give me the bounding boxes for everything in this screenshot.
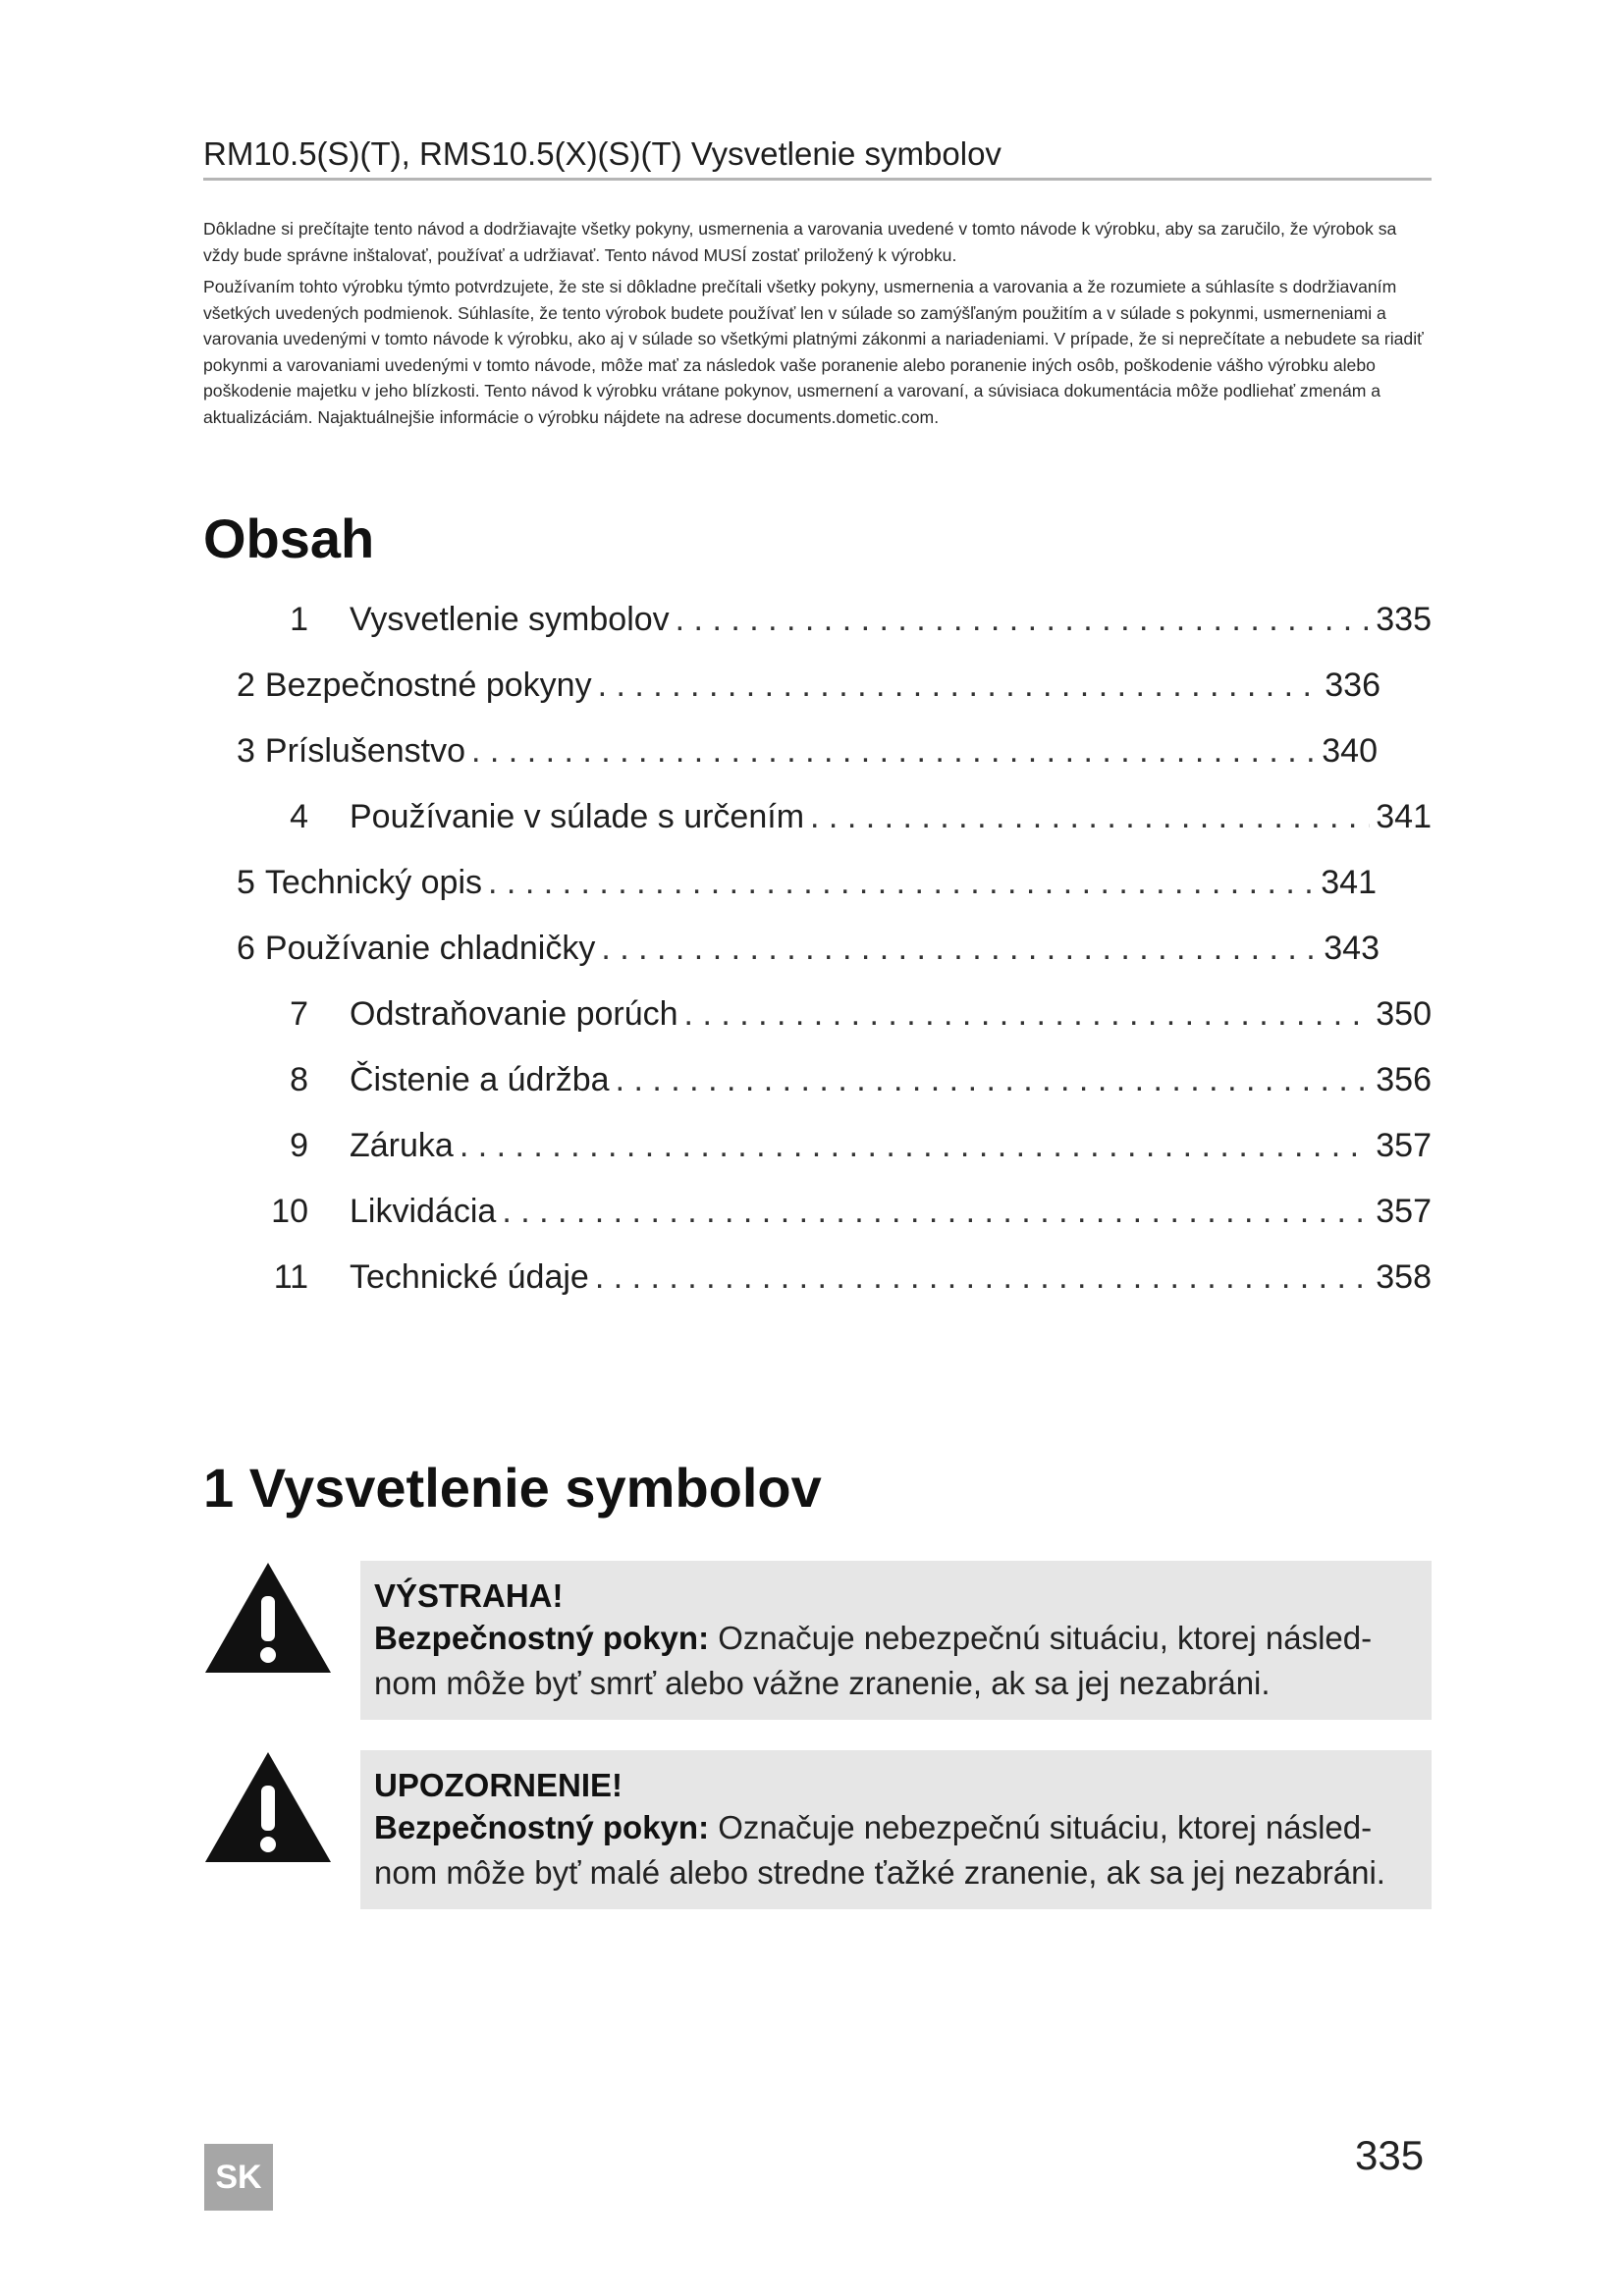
toc-entry-number: 5 [237,864,255,901]
warning-triangle-icon [203,1561,333,1675]
toc-dot-leader [502,1193,1370,1231]
toc-entry-title: Technický opis [264,864,483,901]
toc-entry[interactable] [237,732,1378,775]
toc-entry-title: Vysvetlenie symbolov [350,601,670,638]
intro-paragraph-2: Používaním tohto výrobku týmto potvrdzujete, že ste si dôkladne prečítali všetky pokyny, usmernenia a varovania a že rozumiete a súhlasíte s dodržiavaním všetkých uvedených podmienok. Súhlasíte, že tento výrobok budete používať len v súlade so zamýšľaným použitím a v súlade s pokynmi, usmerneniami a varovania uvedenými v tomto návode k výrobku, ako aj v súlade so všetkými platnými zákonmi a nariadeniami. V prípade, že si neprečítate a nebudete sa riadiť pokynmi a varovaniami uvedenými v tomto návode, môže mať za následok vaše poranenie alebo poranenie iných osôb, poškodenie vášho výrobku alebo poškodenie majetku v jeho blízkosti. Tento návod k výrobku vrátane pokynov, usmernení a varovaní, a súvisiaca dokumentácia môže podliehať zmenám a aktualizáciám. Najaktuálnejšie informácie o výrobku nájdete na adrese documents.dometic.com. [203,277,1424,427]
toc-entry[interactable] [237,930,1380,973]
warning-text [374,1616,1418,1706]
toc-entry-page: 343 [1324,930,1380,967]
toc-entry-title: Technické údaje [350,1258,589,1296]
toc-entry-number: 9 [290,1127,308,1164]
toc-entry-page: 341 [1376,798,1432,835]
toc-entry-number: 8 [290,1061,308,1098]
toc-entry-number: 7 [290,995,308,1033]
warning-box [360,1561,1432,1720]
toc-dot-leader [595,1258,1370,1297]
caution-label: Bezpečnostný pokyn: [374,1809,710,1845]
toc-entry-number: 6 [237,930,255,967]
toc-dot-leader [601,930,1318,968]
toc-entry-page: 358 [1376,1258,1432,1296]
toc-entry[interactable] [290,601,1432,644]
toc-dot-leader [810,798,1370,836]
toc-entry[interactable] [290,798,1432,841]
toc-heading: Obsah [203,507,375,569]
toc-dot-leader [598,667,1320,705]
toc-entry-number: 2 [237,667,255,704]
intro-paragraph-1: Dôkladne si prečítajte tento návod a dodržiavajte všetky pokyny, usmernenia a varovania uvedené v tomto návode k výrobku, aby sa zaručilo, že výrobok sa vždy bude správne inštalovať, používať a udržiavať. Tento návod MUSÍ zostať priložený k výrobku. [203,219,1397,265]
toc-entry-number: 10 [271,1193,308,1230]
toc-dot-leader [684,995,1371,1034]
toc-entry[interactable] [237,864,1377,907]
toc-entry-number: 1 [290,601,308,638]
section-heading: 1 Vysvetlenie symbolov [203,1457,822,1519]
toc-entry-title: Používanie chladničky [264,930,596,967]
toc-entry-page: 357 [1376,1193,1432,1230]
toc-entry-page: 341 [1321,864,1377,901]
toc-entry-page: 357 [1376,1127,1432,1164]
toc-dot-leader [488,864,1315,902]
toc-entry-number: 4 [290,798,308,835]
warning-label: Bezpečnostný pokyn: [374,1620,710,1656]
toc-dot-leader [616,1061,1371,1099]
toc-entry[interactable] [271,1193,1432,1236]
caution-text [374,1805,1418,1896]
toc-dot-leader [676,601,1371,639]
toc-entry-page: 340 [1322,732,1378,770]
caution-description: Označuje nebezpečnú situáciu, ktorej násled-nom môže byť malé alebo stredne ťažké zranenie, ak sa jej nezabráni. [374,1809,1385,1891]
warning-title: VÝSTRAHA! [374,1577,564,1614]
caution-title: UPOZORNENIE! [374,1767,623,1803]
warning-description: Označuje nebezpečnú situáciu, ktorej násled-nom môže byť smrť alebo vážne zranenie, ak sa jej nezabráni. [374,1620,1373,1701]
toc-entry-title: Záruka [350,1127,454,1164]
document-header-title: RM10.5(S)(T), RMS10.5(X)(S)(T) Vysvetlenie symbolov [203,135,1001,172]
toc-entry[interactable] [290,1061,1432,1104]
toc-entry-page: 335 [1376,601,1432,638]
toc-entry-title: Odstraňovanie porúch [350,995,678,1033]
toc-entry[interactable] [290,1127,1432,1170]
toc-dot-leader [460,1127,1370,1165]
toc-dot-leader [471,732,1316,771]
toc-entry-page: 336 [1325,667,1380,704]
caution-box [360,1750,1432,1909]
toc-entry-page: 350 [1376,995,1432,1033]
toc-entry-title: Bezpečnostné pokyny [264,667,592,704]
toc-entry-number: 3 [237,732,255,770]
toc-entry[interactable] [237,667,1380,710]
toc-entry-title: Likvidácia [350,1193,497,1230]
header-divider [203,178,1432,181]
toc-entry-title: Používanie v súlade s určením [350,798,805,835]
language-badge: SK [204,2144,273,2211]
toc-entry-title: Čistenie a údržba [350,1061,610,1098]
page-number: 335 [1355,2132,1425,2178]
toc-entry[interactable] [273,1258,1432,1302]
toc-entry-title: Príslušenstvo [264,732,466,770]
toc-entry-page: 356 [1376,1061,1432,1098]
warning-triangle-icon [203,1750,333,1864]
toc-entry-number: 11 [273,1258,308,1296]
toc-entry[interactable] [290,995,1432,1039]
